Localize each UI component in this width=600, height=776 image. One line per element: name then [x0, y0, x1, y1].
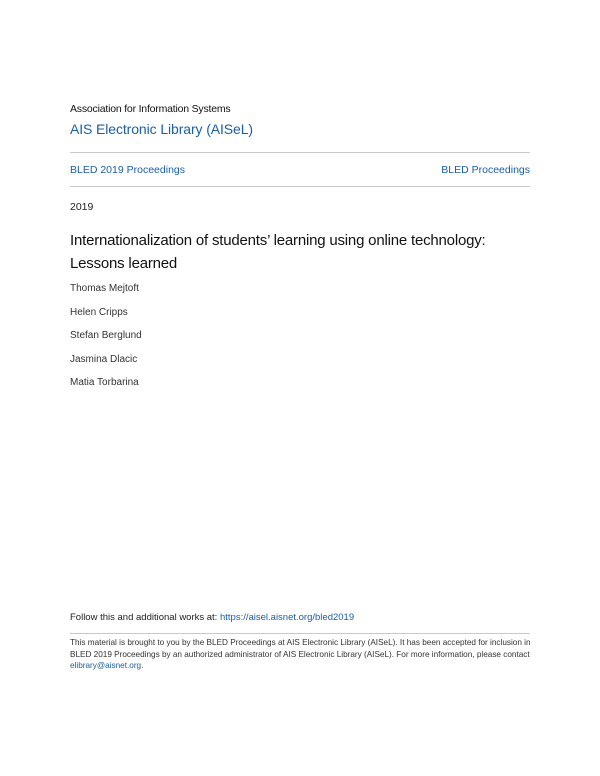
publication-year: 2019	[70, 201, 94, 213]
author-list	[70, 282, 142, 400]
author-link[interactable]: Helen Cripps	[70, 306, 128, 318]
contact-email-link[interactable]: elibrary@aisnet.org	[70, 661, 142, 670]
divider-top	[70, 152, 530, 153]
library-link[interactable]: AIS Electronic Library (AISeL)	[70, 121, 253, 137]
footer-notice	[70, 637, 532, 672]
author-link[interactable]: Matia Torbarina	[70, 377, 139, 388]
bled-proceedings-link[interactable]: BLED Proceedings	[441, 164, 530, 176]
footer-text-end: .	[141, 661, 144, 670]
footer-text: This material is brought to you by the BLED Proceedings at AIS Electronic Library (AISeL). It has been accepted for inclusion in BLED 2019 Proceedings by an authorized administrator of AIS Electronic Library (AISeL). For more information, please contact	[70, 638, 531, 659]
follow-line	[70, 612, 354, 623]
divider-middle	[70, 186, 530, 187]
author-link[interactable]: Jasmina Dlacic	[70, 353, 138, 365]
collection-link[interactable]: https://aisel.aisnet.org/bled2019	[219, 612, 355, 623]
follow-text: Follow this and additional works at:	[70, 612, 220, 623]
divider-footer	[70, 633, 530, 634]
author-link[interactable]: Thomas Mejtoft	[70, 283, 139, 294]
article-title: Internationalization of students’ learning using online technology: Lessons learned	[70, 232, 486, 272]
bled-2019-proceedings-link[interactable]: BLED 2019 Proceedings	[70, 164, 185, 176]
author-link[interactable]: Stefan Berglund	[70, 330, 142, 341]
association-name: Association for Information Systems	[70, 103, 231, 115]
